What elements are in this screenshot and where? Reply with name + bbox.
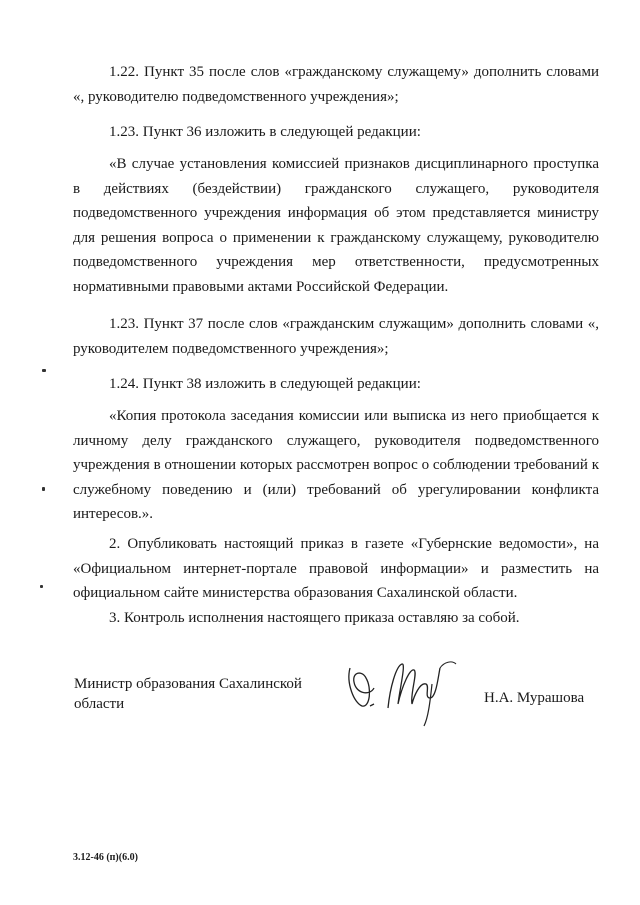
paragraph-quote-38: «Копия протокола заседания комиссии или выписка из него приобщается к личному делу гражданского служащего, руководителя подведомственного учреждения в отношении которых рассмотрен вопрос о соблюдении требований к служебному поведению и (или) требований об урегулировании конфликта интересов.».: [73, 408, 599, 522]
paragraph-1-22: 1.22. Пункт 35 после слов «гражданскому служащему» дополнить словами «, руководителю подведомственного учреждения»;: [73, 64, 599, 105]
paragraph-1-23-header: 1.23. Пункт 36 изложить в следующей редакции:: [109, 124, 421, 140]
paragraph-1-23-second: 1.23. Пункт 37 после слов «гражданским служащим» дополнить словами «, руководителем подведомственного учреждения»;: [73, 316, 599, 357]
scan-mark: [42, 487, 45, 491]
paragraph-3-control: 3. Контроль исполнения настоящего приказа оставляю за собой.: [109, 610, 520, 626]
position-line-1: Министр образования Сахалинской: [74, 676, 302, 692]
position-line-2: области: [74, 696, 125, 712]
scan-mark: [42, 369, 46, 372]
signatory-position: [74, 674, 314, 714]
signatory-name: Н.А. Мурашова: [484, 690, 585, 706]
paragraph-1-24-header: 1.24. Пункт 38 изложить в следующей редакции:: [109, 376, 421, 392]
handwritten-signature: [340, 648, 470, 728]
paragraph-quote-36: «В случае установления комиссией признаков дисциплинарного проступка в действиях (бездействии) гражданского служащего, руководителя подведомственного учреждения информация об этом представляется министру для решения вопроса о применении к гражданскому служащему, руководителю подведомственного учреждения мер ответственности, предусмотренных нормативными правовыми актами Российской Федерации.: [73, 156, 599, 295]
paragraph-2-publish: 2. Опубликовать настоящий приказ в газете «Губернские ведомости», на «Официальном интернет-портале правовой информации» и разместить на официальном сайте министерства образования Сахалинской области.: [73, 536, 599, 601]
document-code: 3.12-46 (п)(6.0): [73, 852, 138, 863]
scan-mark: [40, 585, 43, 588]
